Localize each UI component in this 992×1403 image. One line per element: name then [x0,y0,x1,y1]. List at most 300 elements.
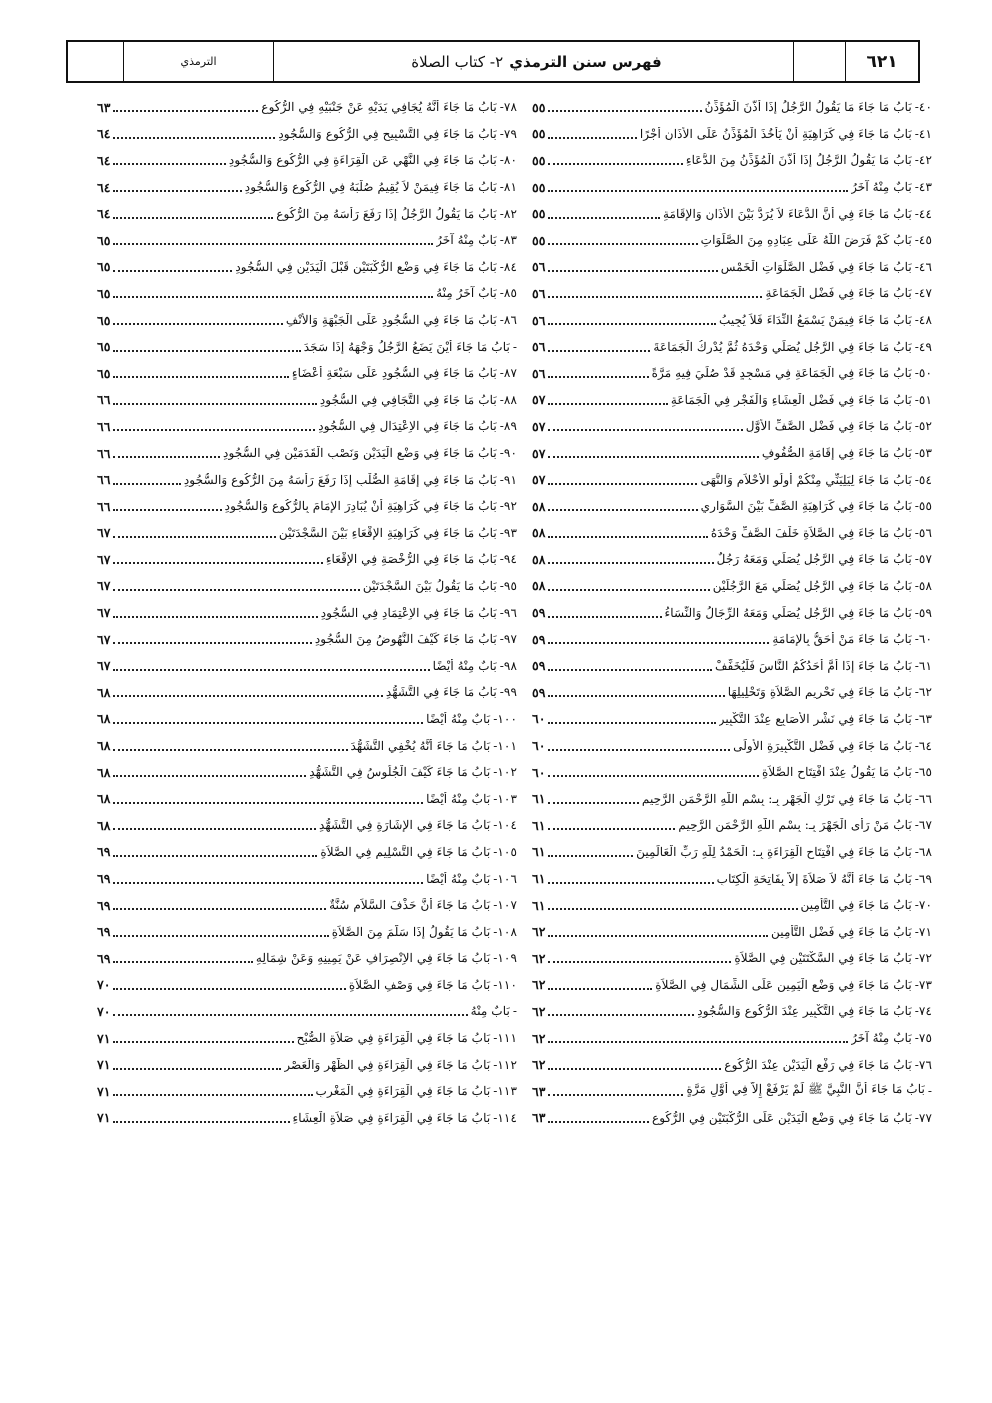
entry-dash: - [499,126,504,141]
entry-title: بَابُ مَا جَاءَ أَنَّهُ يُخْفِي التَّشَهُّدَ [350,738,491,753]
entry-page: ٦٥ [97,259,111,275]
entry-number: ٩٦ [503,605,517,620]
entry-title: بَابٌ مِنْهُ [470,1004,510,1019]
leader-dots [548,217,660,219]
index-entry [532,147,932,174]
entry-dash: - [914,898,919,913]
leader-dots [113,961,252,963]
entry-title: بَابُ مَا جَاءَ إِذَا أَمَّ أَحَدُكُمُ النَّاسَ فَلْيُخَفِّفْ [714,658,912,673]
entry-number: ٨٤ [503,259,517,274]
index-entry [97,1078,517,1105]
entry-dash: - [914,499,919,514]
entry-title: بَابُ مَا جَاءَ فِي كَرَاهِيَةِ الإِقْعَاءِ بَيْنَ السَّجْدَتَيْنِ [278,525,497,540]
entry-title: بَابُ مَا جَاءَ فِي الرُّخْصَةِ فِي الإِقْعَاءِ [325,552,497,567]
index-entry [532,706,932,733]
entry-page: ٥٦ [532,312,546,328]
entry-page: ٦٤ [97,126,111,142]
entry-title: بَابُ مَا جَاءَ فِيمَنْ يَسْمَعُ النِّدَاءَ فَلاَ يُجِيبُ [718,313,912,328]
entry-title: بَابُ مَا جَاءَ فِي فَضْلِ الْجَمَاعَةِ [765,286,912,301]
leader-dots [113,536,275,538]
entry-number: ١٠٩ [497,951,517,966]
entry-dash: - [499,578,504,593]
entry-page: ٦٢ [532,950,546,966]
index-entry [532,732,932,759]
entry-dash: - [914,206,919,221]
leader-dots [548,616,661,618]
index-entry [97,892,517,919]
entry-title: بَابٌ مِنْهُ أَيْضًا [426,871,491,886]
entry-dash: - [914,313,919,328]
entry-title: بَابُ مَا يَقُولُ عِنْدَ افْتِتَاحِ الصَّلاَةِ [762,765,912,780]
index-entry [97,546,517,573]
entry-number: ٧٨ [503,100,517,115]
entry-title: بَابُ مَا جَاءَ فِي الْقِرَاءَةِ فِي الظُّهْرِ وَالْعَصْرِ [284,1057,491,1072]
index-entry [532,94,932,121]
entry-title: بَابُ مَا جَاءَ فِي الاِعْتِمَادِ فِي السُّجُودِ [320,605,497,620]
leader-dots [548,802,638,804]
entry-number: ٧٠ [918,898,932,913]
entry-number: ٥٩ [918,605,932,620]
entry-dash: - [493,951,498,966]
index-entry [97,360,517,387]
index-entry [532,200,932,227]
entry-page: ٧١ [97,1110,111,1126]
index-entry [532,972,932,999]
leader-dots [548,669,712,671]
index-entry [97,174,517,201]
entry-title: بَابُ مَا جَاءَ فِي التَّشَهُّدِ [385,685,497,700]
entry-title: بَابُ مَا جَاءَ فِي السُّجُودِ عَلَى سَبْعَةِ أَعْضَاءٍ [291,366,497,381]
entry-page: ٥٨ [532,578,546,594]
index-column-left [97,94,517,1131]
entry-page: ٥٥ [532,206,546,222]
leader-dots [113,935,328,937]
entry-title: بَابُ مَا جَاءَ فِي أَنَّ الدُّعَاءَ لاَ يُرَدُّ بَيْنَ الأَذَانِ وَالإِقَامَةِ [662,206,912,221]
entry-number: ٧٥ [918,1031,932,1046]
entry-page: ٦٥ [97,339,111,355]
leader-dots [113,110,258,112]
index-entry [532,945,932,972]
entry-title: بَابُ مَا جَاءَ فِي كَرَاهِيَةِ الصَّفِّ بَيْنَ السَّوَارِي [700,499,912,514]
index-entry [532,652,932,679]
entry-number: ١١٤ [497,1110,517,1125]
entry-page: ٦٩ [97,897,111,913]
entry-dash: - [499,446,504,461]
entry-page: ٦٧ [97,578,111,594]
index-entry [532,307,932,334]
index-entry [97,759,517,786]
entry-number: ٦٠ [918,632,932,647]
entry-title: بَابُ مَا جَاءَ فِي فَضْلِ الصَّفِّ الأَوَّلِ [745,419,912,434]
leader-dots [548,589,709,591]
entry-page: ٥٩ [532,605,546,621]
entry-title: بَابُ مَا يَقُولُ إِذَا سَلَّمَ مِنَ الصَّلاَةِ [331,924,491,939]
entry-title: بَابُ مَا جَاءَ فِي تَحْرِيمِ الصَّلاَةِ وَتَحْلِيلِهَا [727,685,912,700]
entry-dash: - [499,472,504,487]
index-entry [97,573,517,600]
leader-dots [548,110,701,112]
entry-title: بَابٌ مِنْهُ أَيْضًا [432,658,497,673]
entry-title: بَابُ مَا جَاءَ فِي الرَّجُلِ يُصَلِّي مَعَ الرَّجُلَيْنِ [712,578,912,593]
entry-page: ٦٠ [532,711,546,727]
leader-dots [113,1121,289,1123]
entry-page: ٦٩ [97,871,111,887]
index-entry [97,732,517,759]
entry-page: ٦٠ [532,738,546,754]
short-title: الترمذي [123,42,273,81]
index-entry [97,493,517,520]
leader-dots [113,296,433,298]
entry-title: بَابُ مَا جَاءَ فِي السُّجُودِ عَلَى الْجَبْهَةِ وَالأَنْفِ [285,313,497,328]
entry-number: ١٠١ [497,738,517,753]
entry-page: ٦٧ [97,525,111,541]
index-entry [532,440,932,467]
entry-title: بَابُ مَا جَاءَ فِي افْتِتَاحِ الْقِرَاءَةِ بِـ: الْحَمْدُ لِلَّهِ رَبِّ الْعَالَمِينَ [636,844,912,859]
entry-dash: - [499,605,504,620]
entry-page: ٦٢ [532,924,546,940]
entry-dash: - [914,259,919,274]
leader-dots [113,1014,467,1016]
leader-dots [548,1094,683,1096]
entry-page: ٦١ [532,791,546,807]
entry-title: بَابٌ مِنْهُ آخَرُ [436,233,497,248]
leader-dots [548,429,742,431]
entry-dash: - [914,180,919,195]
index-entry [532,174,932,201]
leader-dots [548,642,769,644]
leader-dots [113,802,423,804]
entry-dash: - [512,339,517,354]
leader-dots [113,722,423,724]
entry-page: ٧١ [97,1030,111,1046]
entry-dash: - [499,525,504,540]
index-entry [532,759,932,786]
entry-page: ٦٧ [97,631,111,647]
entry-page: ٥٦ [532,285,546,301]
entry-number: ٧٢ [918,951,932,966]
entry-dash: - [499,658,504,673]
entry-page: ٦٢ [532,977,546,993]
leader-dots [113,350,300,352]
leader-dots [113,483,180,485]
entry-number: ٤٠ [918,100,932,115]
entry-number: ٨٨ [503,392,517,407]
entry-title: بَابُ مَا جَاءَ مَا يَقُولُ الرَّجُلُ إِذَا أَذَّنَ الْمُؤَذِّنُ [704,100,912,115]
leader-dots [548,562,713,564]
leader-dots [548,270,717,272]
entry-title: بَابُ مَا جَاءَ فِي الرَّجُلِ يُصَلِّي وَحْدَهُ ثُمَّ يُدْرِكُ الْجَمَاعَةَ [653,339,912,354]
entry-number: ٦٩ [918,871,932,886]
entry-dash: - [914,1110,919,1125]
leader-dots [113,376,288,378]
header-blank-cell [793,42,845,81]
entry-dash: - [493,1057,498,1072]
entry-page: ٦٨ [97,817,111,833]
leader-dots [548,828,675,830]
entry-title: بَابُ مَا يَقُولُ الرَّجُلُ إِذَا رَفَعَ رَأْسَهُ مِنَ الرُّكُوعِ [276,206,497,221]
entry-page: ٦٣ [532,1110,546,1126]
entry-number: ٩٥ [503,578,517,593]
entry-dash: - [914,844,919,859]
entry-number: ٦٥ [918,765,932,780]
entry-number: ١٠٧ [497,898,517,913]
entry-number: ٨٧ [503,366,517,381]
leader-dots [548,163,682,165]
index-entry [97,254,517,281]
leader-dots [113,137,275,139]
leader-dots [113,1041,293,1043]
leader-dots [113,429,315,431]
index-entry [97,599,517,626]
entry-dash: - [914,126,919,141]
index-entry [97,307,517,334]
entry-number: ٨٦ [503,313,517,328]
index-entry [532,466,932,493]
entry-title: بَابُ مَا جَاءَ مَنْ أَحَقُّ بِالإِمَامَةِ [772,632,912,647]
entry-title: بَابُ مَا جَاءَ فِي الرَّجُلِ يُصَلِّي وَمَعَهُ الرِّجَالُ وَالنِّسَاءُ [664,605,912,620]
entry-title: بَابُ مَا جَاءَ كَيْفَ النُّهُوضُ مِنَ السُّجُودِ [314,632,497,647]
entry-title: بَابُ مَنْ رَأَى الْجَهْرَ بِـ: بِسْمِ اللَّهِ الرَّحْمَنِ الرَّحِيمِ [678,818,912,833]
leader-dots [113,882,423,884]
index-entry [97,785,517,812]
entry-number: ٥٥ [918,499,932,514]
leader-dots [113,456,220,458]
entry-dash: - [499,286,504,301]
entry-dash: - [493,871,498,886]
index-entry [532,1025,932,1052]
entry-page: ٦٧ [97,605,111,621]
entry-number: ٤٧ [918,286,932,301]
leader-dots [113,217,273,219]
entry-page: ٦٣ [97,99,111,115]
entry-page: ٧١ [97,1083,111,1099]
leader-dots [548,855,633,857]
leader-dots [113,1094,312,1096]
entry-dash: - [499,180,504,195]
entry-page: ٦٢ [532,1030,546,1046]
leader-dots [113,190,241,192]
leader-dots [113,855,317,857]
leader-dots [548,190,848,192]
entry-dash: - [493,1031,498,1046]
entry-dash: - [914,446,919,461]
entry-page: ٦١ [532,871,546,887]
leader-dots [113,562,322,564]
entry-title: بَابُ مَا جَاءَ فِي التَّكْبِيرِ عِنْدَ الرُّكُوعِ وَالسُّجُودِ [697,1004,912,1019]
entry-number: ١٠٦ [497,871,517,886]
entry-dash: - [499,313,504,328]
leader-dots [113,163,225,165]
index-entry [97,387,517,414]
section-title: ٢- كتاب الصلاة [411,52,504,71]
entry-number: ٩٨ [503,658,517,673]
entry-title: بَابُ مَا جَاءَ فِي فَضْلِ التَّكْبِيرَةِ الأُولَى [733,738,912,753]
entry-dash: - [499,259,504,274]
entry-dash: - [914,366,919,381]
entry-dash: - [914,951,919,966]
entry-title: بَابُ مَا يَقُولُ بَيْنَ السَّجْدَتَيْنِ [362,578,497,593]
index-entry [532,785,932,812]
entry-dash: - [914,1031,919,1046]
entry-number: ٩٧ [503,632,517,647]
entry-page: ٦٨ [97,791,111,807]
entry-number: ٤٥ [918,233,932,248]
entry-title: بَابٌ آخَرُ مِنْهُ [436,286,497,301]
leader-dots [113,749,347,751]
entry-title: بَابُ مَا جَاءَ فِي الاِعْتِدَالِ فِي السُّجُودِ [318,419,497,434]
entry-number: ٦١ [918,658,932,673]
index-entry [532,626,932,653]
entry-page: ٥٩ [532,631,546,647]
index-column-right [532,94,932,1131]
entry-title: بَابُ مَا جَاءَ أَنَّهُ يُجَافِي يَدَيْهِ عَنْ جَنْبَيْهِ فِي الرُّكُوعِ [261,100,497,115]
entry-dash: - [493,844,498,859]
leader-dots [548,350,650,352]
entry-number: ٥٤ [918,472,932,487]
entry-title: بَابُ مَا جَاءَ فِي التَّجَافِي فِي السُّجُودِ [319,392,497,407]
entry-page: ٦٣ [532,1083,546,1099]
index-entry [97,706,517,733]
index-entry [532,865,932,892]
entry-dash: - [499,685,504,700]
index-entry [97,1051,517,1078]
entry-title: بَابُ مَا جَاءَ فِي فَضْلِ الْعِشَاءِ وَالْفَجْرِ فِي الْجَمَاعَةِ [670,392,912,407]
entry-number: ١٠٤ [497,818,517,833]
entry-title: بَابُ مَا جَاءَ فِيمَنْ لاَ يُقِيمُ صُلْبَهُ فِي الرُّكُوعِ وَالسُّجُودِ [244,180,497,195]
index-entry [97,918,517,945]
entry-number: ١١٣ [497,1084,517,1099]
entry-page: ٥٧ [532,392,546,408]
index-entry [97,812,517,839]
index-entry [532,599,932,626]
entry-dash: - [499,233,504,248]
entry-page: ٥٩ [532,684,546,700]
entry-number: ٦٨ [918,844,932,859]
entry-page: ٥٩ [532,658,546,674]
entry-number: ٦٢ [918,685,932,700]
entry-title: بَابُ مَا جَاءَ فِي الْقِرَاءَةِ فِي صَلاَةِ الصُّبْحِ [296,1031,491,1046]
entry-title: بَابُ مَا جَاءَ كَيْفَ الْجُلُوسُ فِي التَّشَهُّدِ [309,765,491,780]
entry-page: ٧٠ [97,1003,111,1019]
entry-number: ٦٦ [918,791,932,806]
index-entry [532,493,932,520]
entry-dash: - [914,791,919,806]
leader-dots [548,1068,721,1070]
entry-dash: - [493,818,498,833]
entry-dash: - [914,525,919,540]
entry-number: ٧١ [918,924,932,939]
index-entry [532,546,932,573]
entry-page: ٧٠ [97,977,111,993]
entry-dash: - [914,605,919,620]
index-entry [97,865,517,892]
entry-dash: - [499,552,504,567]
leader-dots [548,695,724,697]
leader-dots [548,403,667,405]
index-entry [97,945,517,972]
index-entry [532,812,932,839]
entry-page: ٦٤ [97,179,111,195]
entry-dash: - [493,1084,498,1099]
entry-number: ١٠٢ [497,765,517,780]
entry-title: بَابُ مَا جَاءَ أَنَّ حَذْفَ السَّلاَمِ سُنَّةٌ [329,898,491,913]
entry-title: بَابُ مَا جَاءَ فِي التَّسْلِيمِ فِي الصَّلاَةِ [320,844,491,859]
entry-page: ٥٥ [532,126,546,142]
entry-number: ٩١ [503,472,517,487]
index-entry [97,972,517,999]
entry-number: ٤٢ [918,153,932,168]
entry-number: ٤٩ [918,339,932,354]
entry-number: ٧٣ [918,977,932,992]
entry-page: ٥٦ [532,259,546,275]
entry-number: ٨٠ [503,153,517,168]
entry-title: بَابُ مَا جَاءَ فِي تَرْكِ الْجَهْرِ بِـ: بِسْمِ اللَّهِ الرَّحْمَنِ الرَّحِيمِ [641,791,912,806]
entry-page: ٧١ [97,1057,111,1073]
leader-dots [548,1121,649,1123]
entry-number: ١٠٠ [497,711,517,726]
entry-dash: - [499,392,504,407]
index-entry [97,147,517,174]
entry-dash: - [499,153,504,168]
entry-page: ٦٥ [97,312,111,328]
entry-page: ٦٩ [97,924,111,940]
entry-page: ٦٩ [97,844,111,860]
entry-dash: - [914,711,919,726]
entry-page: ٦٦ [97,445,111,461]
entry-page: ٦٨ [97,764,111,780]
entry-dash: - [927,1084,932,1099]
entry-page: ٥٨ [532,525,546,541]
index-entry [97,679,517,706]
entry-title: بَابُ مَا جَاءَ أَنَّ النَّبِيَّ ﷺ لَمْ يَرْفَعْ إِلاَّ فِي أَوَّلِ مَرَّةٍ [686,1082,925,1097]
entry-page: ٥٦ [532,339,546,355]
entry-number: ٦٤ [918,738,932,753]
entry-page: ٥٦ [532,365,546,381]
entry-page: ٦٢ [532,1003,546,1019]
index-entry [97,94,517,121]
entry-title: بَابُ مَا جَاءَ فِي كَرَاهِيَةِ أَنْ يُبَادِرَ الإِمَامَ بِالرُّكُوعِ وَالسُّجُودِ [224,499,497,514]
entry-title: بَابُ مَا جَاءَ فِي فَضْلِ التَّأْمِينِ [771,924,912,939]
entry-title: بَابُ مَا جَاءَ فِي الاِنْصِرَافِ عَنْ يَمِينِهِ وَعَنْ شِمَالِهِ [255,951,491,966]
entry-title: بَابٌ مِنْهُ أَيْضًا [426,711,491,726]
entry-title: بَابٌ مِنْهُ آخَرُ [851,180,912,195]
entry-title: بَابُ مَا جَاءَ فِي الْقِرَاءَةِ فِي صَلاَةِ الْعِشَاءِ [292,1110,491,1125]
entry-page: ٦٢ [532,1057,546,1073]
running-title [273,42,793,81]
entry-dash: - [499,206,504,221]
entry-page: ٥٨ [532,551,546,567]
entry-dash: - [493,977,498,992]
leader-dots [113,775,306,777]
entry-number: ٤٣ [918,180,932,195]
entry-title: بَابُ مَا جَاءَ فِي فَضْلِ الصَّلَوَاتِ الْخَمْسِ [720,259,912,274]
entry-number: ٧٤ [918,1004,932,1019]
entry-page: ٥٧ [532,445,546,461]
entry-number: ١١٢ [497,1057,517,1072]
index-entry [532,360,932,387]
index-entry [532,892,932,919]
entry-number: ٨١ [503,180,517,195]
entry-dash: - [493,791,498,806]
entry-number: ٩٢ [503,499,517,514]
entry-number: ١٠٣ [497,791,517,806]
entry-title: بَابٌ مِنْهُ آخَرُ [851,1031,912,1046]
entry-title: بَابُ مَا جَاءَ فِي رَفْعِ الْيَدَيْنِ عِنْدَ الرُّكُوعِ [724,1057,912,1072]
entry-title: بَابُ مَا جَاءَ فِي وَضْعِ الرُّكْبَتَيْنِ قَبْلَ الْيَدَيْنِ فِي السُّجُودِ [235,259,497,274]
leader-dots [548,509,697,511]
entry-number: ٧٦ [918,1057,932,1072]
leader-dots [548,376,648,378]
